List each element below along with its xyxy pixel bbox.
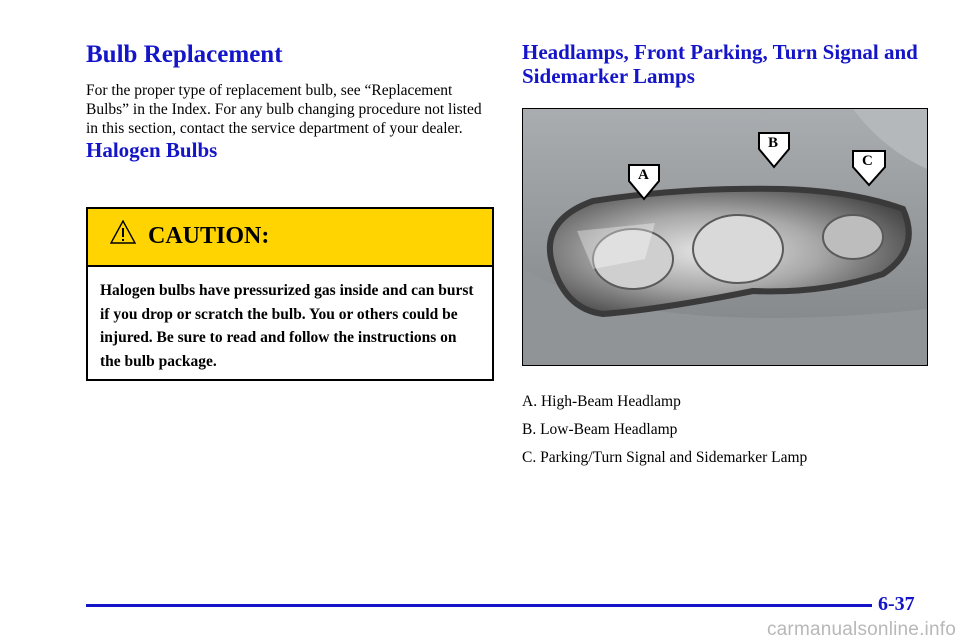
- caution-header: [88, 209, 492, 267]
- halogen-bulbs-heading: Halogen Bulbs: [86, 138, 218, 162]
- headlamp-illustration: [523, 109, 927, 365]
- callout-a-label: A: [638, 167, 649, 183]
- legend-item-c: C. Parking/Turn Signal and Sidemarker Lamp: [522, 449, 808, 466]
- right-column: [522, 40, 930, 466]
- legend-item-b: B. Low-Beam Headlamp: [522, 421, 678, 438]
- left-column: [86, 40, 494, 370]
- caution-box: [86, 207, 494, 381]
- page-number: 6-37: [878, 593, 915, 615]
- headlamps-heading: Headlamps, Front Parking, Turn Signal and Sidemarker Lamps: [522, 40, 918, 88]
- footer-rule: [86, 604, 872, 607]
- page-title: Bulb Replacement: [86, 41, 283, 68]
- legend-item-a: A. High-Beam Headlamp: [522, 393, 681, 410]
- caution-label: CAUTION:: [148, 223, 270, 249]
- caution-text: Halogen bulbs have pressurized gas inside and can burst if you drop or scratch the bulb. You or others could be injured. Be sure to read and follow the instructions on the bulb package.: [100, 282, 474, 370]
- headlamp-photo: [522, 108, 928, 366]
- intro-paragraph: For the proper type of replacement bulb, see “Replacement Bulbs” in the Index. For any bulb changing procedure not listed in this section, contact the service department of your dealer.: [86, 82, 482, 137]
- callout-c: [851, 149, 887, 187]
- watermark: carmanualsonline.info: [766, 619, 956, 640]
- callout-c-label: C: [862, 153, 873, 169]
- callout-b: [757, 131, 791, 169]
- photo-legend: [522, 392, 930, 476]
- callout-a: [627, 163, 661, 201]
- callout-b-label: B: [768, 135, 779, 151]
- warning-triangle-icon: [110, 220, 136, 244]
